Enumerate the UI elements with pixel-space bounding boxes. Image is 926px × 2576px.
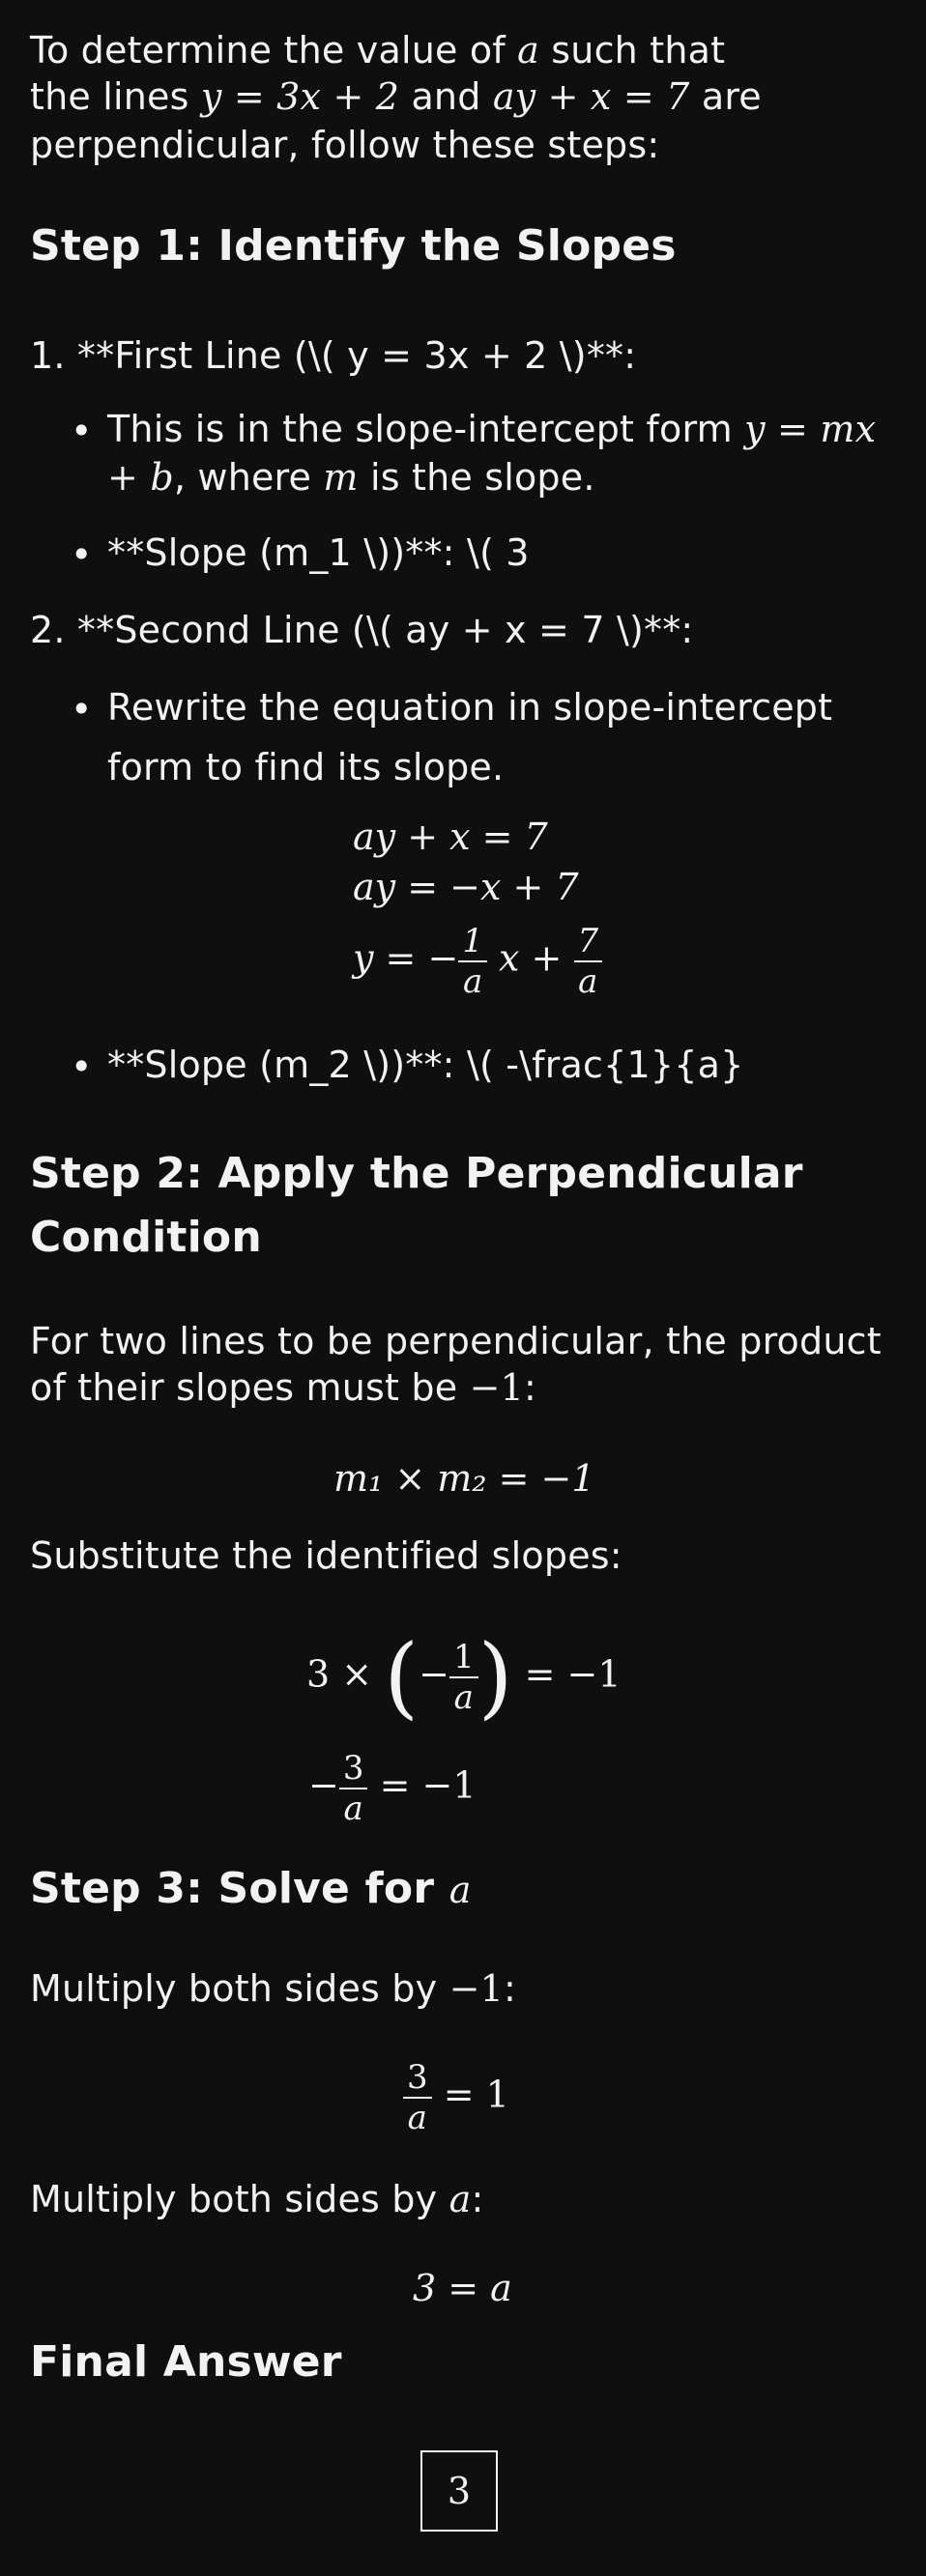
fraction: $\frac{7}{a}$ [574,922,603,1001]
fraction: $\frac{3}{a}$ [339,1749,368,1828]
bullet-rewrite-2: form to find its slope. [107,746,505,788]
fraction: $\frac{1}{a}$ [458,922,487,1001]
bullet-slope-m2: **Slope (m_2 \))**: \( -\frac{1}{a} [107,1044,744,1086]
final-answer-heading: Final Answer [30,2337,342,2387]
bullet-slope-form-cont: + b, where m is the slope. [107,456,595,499]
equation-final: 3 = a [413,2267,512,2309]
equation-substitute: 3 × (− $\frac{1}{a}$ ) = −1 [306,1625,622,1729]
equation-slope-product: m₁ × m₂ = −1 [333,1457,595,1500]
intro-line-1: To determine the value of a such that [30,29,726,72]
equation-line-1: ay + x = 7 [353,816,548,858]
fraction: $\frac{1}{a}$ [449,1638,478,1717]
step1-item-first-line: 1. **First Line (\( y = 3x + 2 \)**: [30,334,637,377]
bullet-slope-m1: **Slope (m_1 \))**: \( 3 [107,531,530,574]
step3-text-1: Multiply both sides by −1: [30,1967,517,2010]
step2-heading-line-2: Condition [30,1213,262,1262]
step2-text-1: For two lines to be perpendicular, the product [30,1320,882,1362]
step3-heading: Step 3: Solve for a [30,1864,472,1913]
bullet-rewrite-1: Rewrite the equation in slope-intercept [107,686,833,729]
step2-text-2: of their slopes must be −1: [30,1366,537,1409]
intro-line-2: the lines y = 3x + 2 and ay + x = 7 are [30,75,762,118]
step1-item-second-line: 2. **Second Line (\( ay + x = 7 \)**: [30,609,694,651]
intro-line-3: perpendicular, follow these steps: [30,124,660,166]
equation-line-2: ay = −x + 7 [353,866,579,908]
equation-3-over-a: $\frac{3}{a}$ = 1 [403,2058,509,2137]
fraction: $\frac{3}{a}$ [403,2058,432,2137]
bullet-dot: • [71,410,93,452]
bullet-dot: • [71,1045,93,1088]
equation-line-3: y = − $\frac{1}{a}$ x + $\frac{7}{a}$ [353,922,602,1001]
bullet-dot: • [71,688,93,730]
step1-heading: Step 1: Identify the Slopes [30,221,677,271]
final-answer-box: 3 [420,2450,498,2532]
step2-text-3: Substitute the identified slopes: [30,1534,622,1577]
equation-result: − $\frac{3}{a}$ = −1 [308,1749,477,1828]
bullet-slope-form: This is in the slope-intercept form y = mx [107,408,877,450]
step2-heading-line-1: Step 2: Apply the Perpendicular [30,1149,803,1198]
step3-text-2: Multiply both sides by a: [30,2178,484,2220]
bullet-dot: • [71,533,93,576]
